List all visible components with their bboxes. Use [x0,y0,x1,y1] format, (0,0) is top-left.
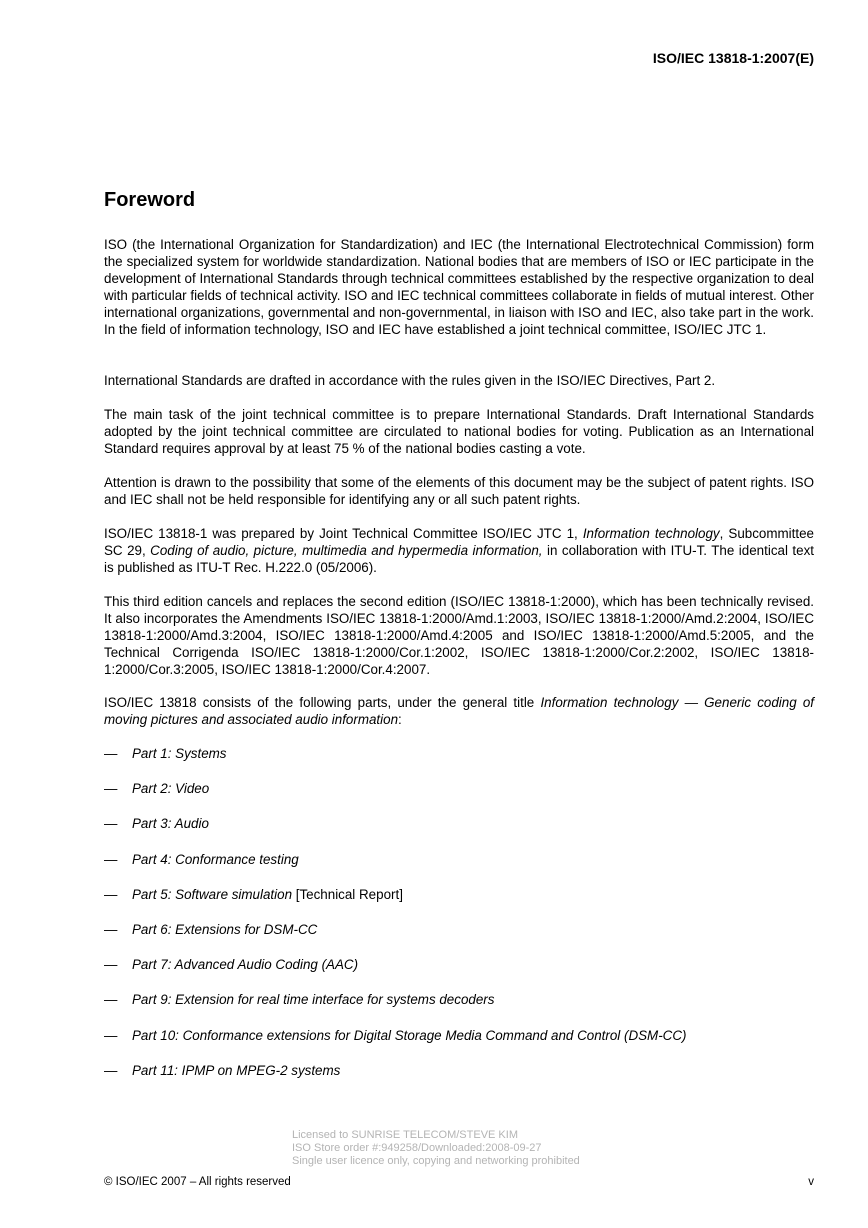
list-item [104,1027,686,1062]
paragraph-prepared-by [104,525,814,576]
part-title: Part 1: Systems [132,746,227,761]
paragraph-edition-history: This third edition cancels and replaces the second edition (ISO/IEC 13818-1:2000), which has been technically revised. It also incorporates the Amendments ISO/IEC 13818-1:2000/Amd.1:2003, ISO/IEC 13818-1:2000/Amd.2:2004, ISO/IEC 13818-1:2000/Amd.3:2004, ISO/IEC 13818-1:2000/Amd.4:2005 and ISO/IEC 13818-1:2000/Amd.5:2005, and the Technical Corrigenda ISO/IEC 13818-1:2000/Cor.1:2002, ISO/IEC 13818-1:2000/Cor.2:2002, ISO/IEC 13818-1:2000/Cor.3:2005, ISO/IEC 13818-1:2000/Cor.4:2007. [104,594,814,677]
parts-general-title: Information technology — Generic coding of moving pictures and associated audio information [104,695,815,727]
em-dash-bullet: — [104,1062,118,1078]
em-dash-bullet: — [104,781,118,797]
licence-line-order: ISO Store order #:949258/Downloaded:2008-09-27 [292,1142,542,1154]
paragraph-directives: International Standards are drafted in accordance with the rules given in the ISO/IEC Directives, Part 2. [104,373,716,388]
list-item [104,780,686,815]
page-title: Foreword [104,189,196,211]
part-title: Part 9: Extension for real time interface for systems decoders [132,992,495,1008]
list-item [104,745,686,780]
em-dash-bullet: — [104,1027,118,1043]
document-id-header: ISO/IEC 13818-1:2007(E) [652,50,814,66]
part-title: Part 4: Conformance testing [132,851,299,867]
prepared-by-text-e: in collaboration with ITU-T. The identical text is published as ITU-T Rec. H.222.0 (05/2006). [104,543,814,575]
parts-intro-text-a: ISO/IEC 13818 consists of the following parts, under the general title [104,695,541,710]
em-dash-bullet: — [104,746,118,761]
parts-intro-text-c: : [398,712,402,727]
paragraph-patent-rights: Attention is drawn to the possibility that some of the elements of this document may be the subject of patent rights. ISO and IEC shall not be held responsible for identifying any or all such patent rights. [104,475,814,507]
em-dash-bullet: — [104,851,118,867]
paragraph-parts-intro [104,694,814,728]
licence-line-terms: Single user licence only, copying and networking prohibited [292,1155,580,1167]
prepared-by-subcommittee-title: Coding of audio, picture, multimedia and hypermedia information, [150,543,543,558]
list-item [104,851,686,886]
prepared-by-committee-title: Information technology [582,526,720,541]
licence-line-licensee: Licensed to SUNRISE TELECOM/STEVE KIM [292,1129,518,1141]
list-item [104,956,686,991]
footer-copyright: © ISO/IEC 2007 – All rights reserved [104,1176,291,1188]
parts-list [104,745,686,1097]
list-item [104,991,686,1026]
part-note: [Technical Report] [292,886,403,902]
list-item [104,1062,686,1097]
list-item [104,886,686,921]
em-dash-bullet: — [104,957,118,973]
em-dash-bullet: — [104,921,118,937]
part-title: Part 6: Extensions for DSM-CC [132,921,318,937]
part-title: Part 10: Conformance extensions for Digital Storage Media Command and Control (DSM-CC) [132,1027,687,1043]
prepared-by-text-c: , Subcommittee SC 29, [104,526,814,558]
paragraph-iso-iec-intro: ISO (the International Organization for Standardization) and IEC (the International Electrotechnical Commission) form the specialized system for worldwide standardization. National bodies that are members of ISO or IEC participate in the development of International Standards through technical committees established by the respective organization to deal with particular fields of technical activity. ISO and IEC technical committees collaborate in fields of mutual interest. Other international organizations, governmental and non-governmental, in liaison with ISO and IEC, also take part in the work. In the field of information technology, ISO and IEC have established a joint technical committee, ISO/IEC JTC 1. [104,237,814,337]
prepared-by-text-a: ISO/IEC 13818-1 was prepared by Joint Technical Committee ISO/IEC JTC 1, [104,526,583,541]
paragraph-main-task: The main task of the joint technical committee is to prepare International Standards. Draft International Standards adopted by the joint technical committee are circulated to national bodies for voting. Publication as an International Standard requires approval by at least 75 % of the national bodies casting a vote. [104,407,814,456]
part-title: Part 11: IPMP on MPEG-2 systems [132,1062,341,1078]
list-item [104,921,686,956]
em-dash-bullet: — [104,816,118,832]
licence-watermark [292,1129,580,1168]
part-title: Part 2: Video [132,781,210,797]
part-title: Part 7: Advanced Audio Coding (AAC) [132,957,359,973]
page-number: v [808,1176,814,1188]
part-title: Part 5: Software simulation [132,886,293,902]
part-title: Part 3: Audio [132,816,209,832]
em-dash-bullet: — [104,886,118,902]
em-dash-bullet: — [104,992,118,1008]
list-item [104,815,686,850]
